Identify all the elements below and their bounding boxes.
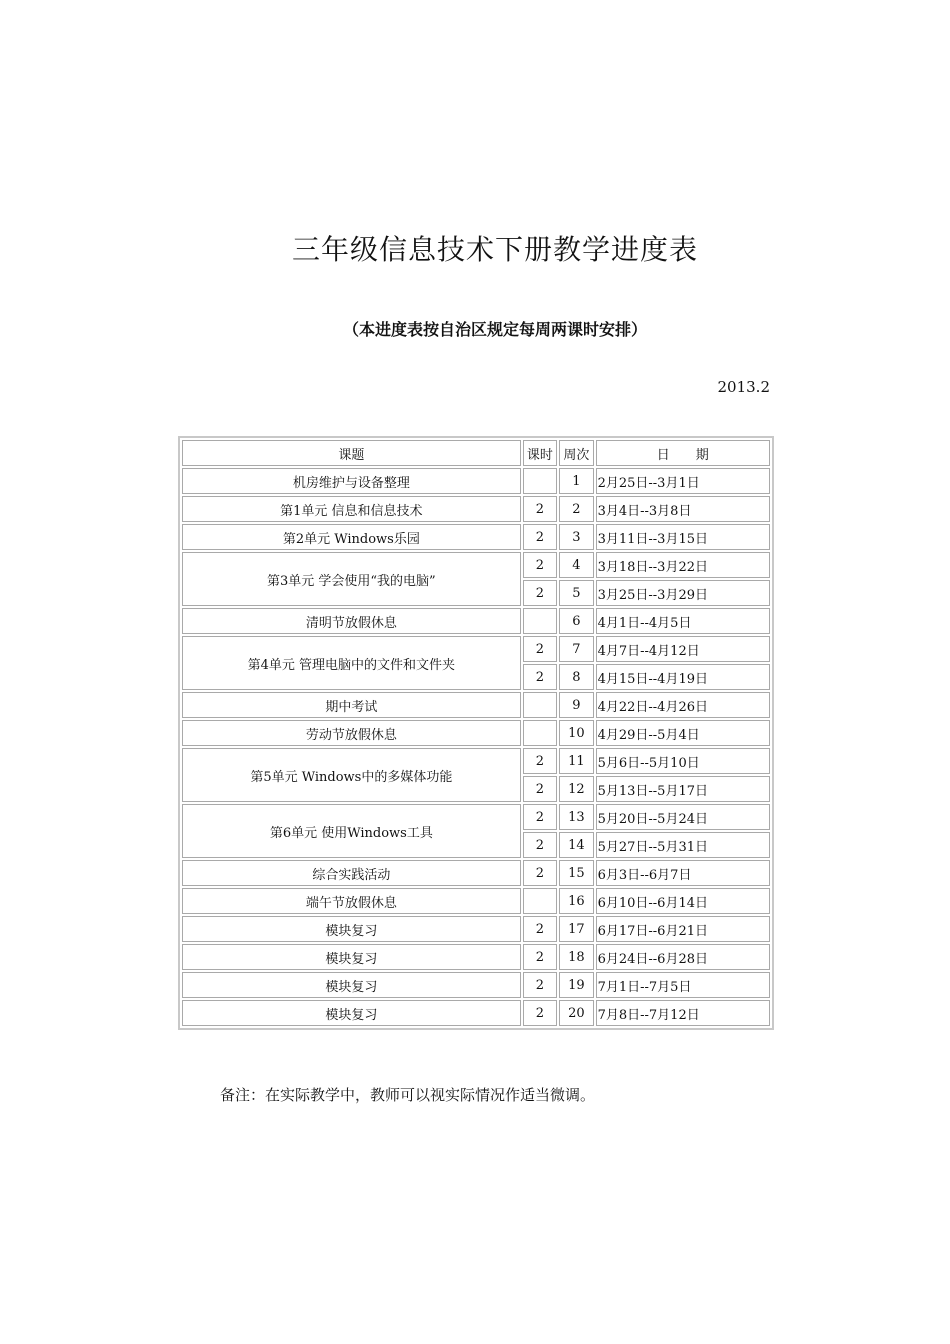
week-cell: 10 bbox=[559, 720, 593, 746]
week-cell: 7 bbox=[559, 636, 593, 662]
dates-cell: 4月1日--4月5日 bbox=[596, 608, 770, 634]
footnote: 备注：在实际教学中，教师可以视实际情况作适当微调。 bbox=[220, 1086, 596, 1104]
header-hours: 课时 bbox=[523, 440, 557, 466]
week-cell: 14 bbox=[559, 832, 593, 858]
week-cell: 8 bbox=[559, 664, 593, 690]
dates-cell: 7月1日--7月5日 bbox=[596, 972, 770, 998]
hours-cell: 2 bbox=[523, 496, 557, 522]
hours-cell: 2 bbox=[523, 972, 557, 998]
header-topic: 课题 bbox=[182, 440, 521, 466]
hours-cell bbox=[523, 888, 557, 914]
page-title: 三年级信息技术下册教学进度表 bbox=[291, 233, 698, 266]
topic-cell: 模块复习 bbox=[182, 916, 521, 942]
week-cell: 13 bbox=[559, 804, 593, 830]
document-date: 2013.2 bbox=[717, 378, 770, 396]
topic-cell: 机房维护与设备整理 bbox=[182, 468, 521, 494]
dates-cell: 6月24日--6月28日 bbox=[596, 944, 770, 970]
topic-cell: 第5单元 Windows中的多媒体功能 bbox=[182, 748, 521, 802]
week-cell: 12 bbox=[559, 776, 593, 802]
dates-cell: 5月6日--5月10日 bbox=[596, 748, 770, 774]
week-cell: 16 bbox=[559, 888, 593, 914]
topic-cell: 模块复习 bbox=[182, 1000, 521, 1026]
topic-cell: 第1单元 信息和信息技术 bbox=[182, 496, 521, 522]
dates-cell: 5月20日--5月24日 bbox=[596, 804, 770, 830]
dates-cell: 5月13日--5月17日 bbox=[596, 776, 770, 802]
week-cell: 19 bbox=[559, 972, 593, 998]
week-cell: 3 bbox=[559, 524, 593, 550]
dates-cell: 4月15日--4月19日 bbox=[596, 664, 770, 690]
hours-cell: 2 bbox=[523, 748, 557, 774]
dates-cell: 6月17日--6月21日 bbox=[596, 916, 770, 942]
table-row bbox=[182, 636, 770, 662]
week-cell: 17 bbox=[559, 916, 593, 942]
table-row bbox=[182, 860, 770, 886]
hours-cell bbox=[523, 692, 557, 718]
hours-cell: 2 bbox=[523, 636, 557, 662]
table-row bbox=[182, 524, 770, 550]
dates-cell: 4月22日--4月26日 bbox=[596, 692, 770, 718]
schedule-table-wrapper bbox=[178, 436, 774, 1058]
topic-cell: 期中考试 bbox=[182, 692, 521, 718]
table-row bbox=[182, 888, 770, 914]
hours-cell: 2 bbox=[523, 804, 557, 830]
hours-cell: 2 bbox=[523, 524, 557, 550]
hours-cell: 2 bbox=[523, 664, 557, 690]
topic-cell: 端午节放假休息 bbox=[182, 888, 521, 914]
table-row bbox=[182, 720, 770, 746]
week-cell: 9 bbox=[559, 692, 593, 718]
topic-cell: 清明节放假休息 bbox=[182, 608, 521, 634]
week-cell: 1 bbox=[559, 468, 593, 494]
dates-cell: 3月4日--3月8日 bbox=[596, 496, 770, 522]
dates-cell: 4月7日--4月12日 bbox=[596, 636, 770, 662]
header-week: 周次 bbox=[559, 440, 593, 466]
week-cell: 11 bbox=[559, 748, 593, 774]
topic-cell: 综合实践活动 bbox=[182, 860, 521, 886]
table-row bbox=[182, 916, 770, 942]
table-row bbox=[182, 748, 770, 774]
hours-cell: 2 bbox=[523, 916, 557, 942]
dates-cell: 5月27日--5月31日 bbox=[596, 832, 770, 858]
hours-cell bbox=[523, 720, 557, 746]
hours-cell bbox=[523, 468, 557, 494]
week-cell: 18 bbox=[559, 944, 593, 970]
dates-cell: 6月3日--6月7日 bbox=[596, 860, 770, 886]
table-row bbox=[182, 804, 770, 830]
table-row bbox=[182, 608, 770, 634]
page-subtitle: （本进度表按自治区规定每周两课时安排） bbox=[342, 320, 647, 339]
week-cell: 4 bbox=[559, 552, 593, 578]
topic-cell: 模块复习 bbox=[182, 972, 521, 998]
topic-cell: 模块复习 bbox=[182, 944, 521, 970]
header-dates: 日 期 bbox=[596, 440, 770, 466]
hours-cell bbox=[523, 608, 557, 634]
table-row bbox=[182, 552, 770, 578]
topic-cell: 第2单元 Windows乐园 bbox=[182, 524, 521, 550]
hours-cell: 2 bbox=[523, 1000, 557, 1026]
week-cell: 15 bbox=[559, 860, 593, 886]
schedule-table bbox=[178, 436, 774, 1030]
dates-cell: 3月25日--3月29日 bbox=[596, 580, 770, 606]
table-row bbox=[182, 496, 770, 522]
week-cell: 6 bbox=[559, 608, 593, 634]
dates-cell: 6月10日--6月14日 bbox=[596, 888, 770, 914]
hours-cell: 2 bbox=[523, 944, 557, 970]
table-row bbox=[182, 1000, 770, 1026]
hours-cell: 2 bbox=[523, 832, 557, 858]
topic-cell: 第3单元 学会使用“我的电脑” bbox=[182, 552, 521, 606]
dates-cell: 2月25日--3月1日 bbox=[596, 468, 770, 494]
topic-cell: 第4单元 管理电脑中的文件和文件夹 bbox=[182, 636, 521, 690]
table-row bbox=[182, 972, 770, 998]
dates-cell: 7月8日--7月12日 bbox=[596, 1000, 770, 1026]
topic-cell: 劳动节放假休息 bbox=[182, 720, 521, 746]
table-row bbox=[182, 692, 770, 718]
hours-cell: 2 bbox=[523, 552, 557, 578]
dates-cell: 4月29日--5月4日 bbox=[596, 720, 770, 746]
week-cell: 5 bbox=[559, 580, 593, 606]
table-row bbox=[182, 944, 770, 970]
hours-cell: 2 bbox=[523, 580, 557, 606]
dates-cell: 3月18日--3月22日 bbox=[596, 552, 770, 578]
dates-cell: 3月11日--3月15日 bbox=[596, 524, 770, 550]
hours-cell: 2 bbox=[523, 776, 557, 802]
topic-cell: 第6单元 使用Windows工具 bbox=[182, 804, 521, 858]
week-cell: 2 bbox=[559, 496, 593, 522]
hours-cell: 2 bbox=[523, 860, 557, 886]
week-cell: 20 bbox=[559, 1000, 593, 1026]
table-header-row bbox=[182, 440, 770, 466]
table-row bbox=[182, 468, 770, 494]
